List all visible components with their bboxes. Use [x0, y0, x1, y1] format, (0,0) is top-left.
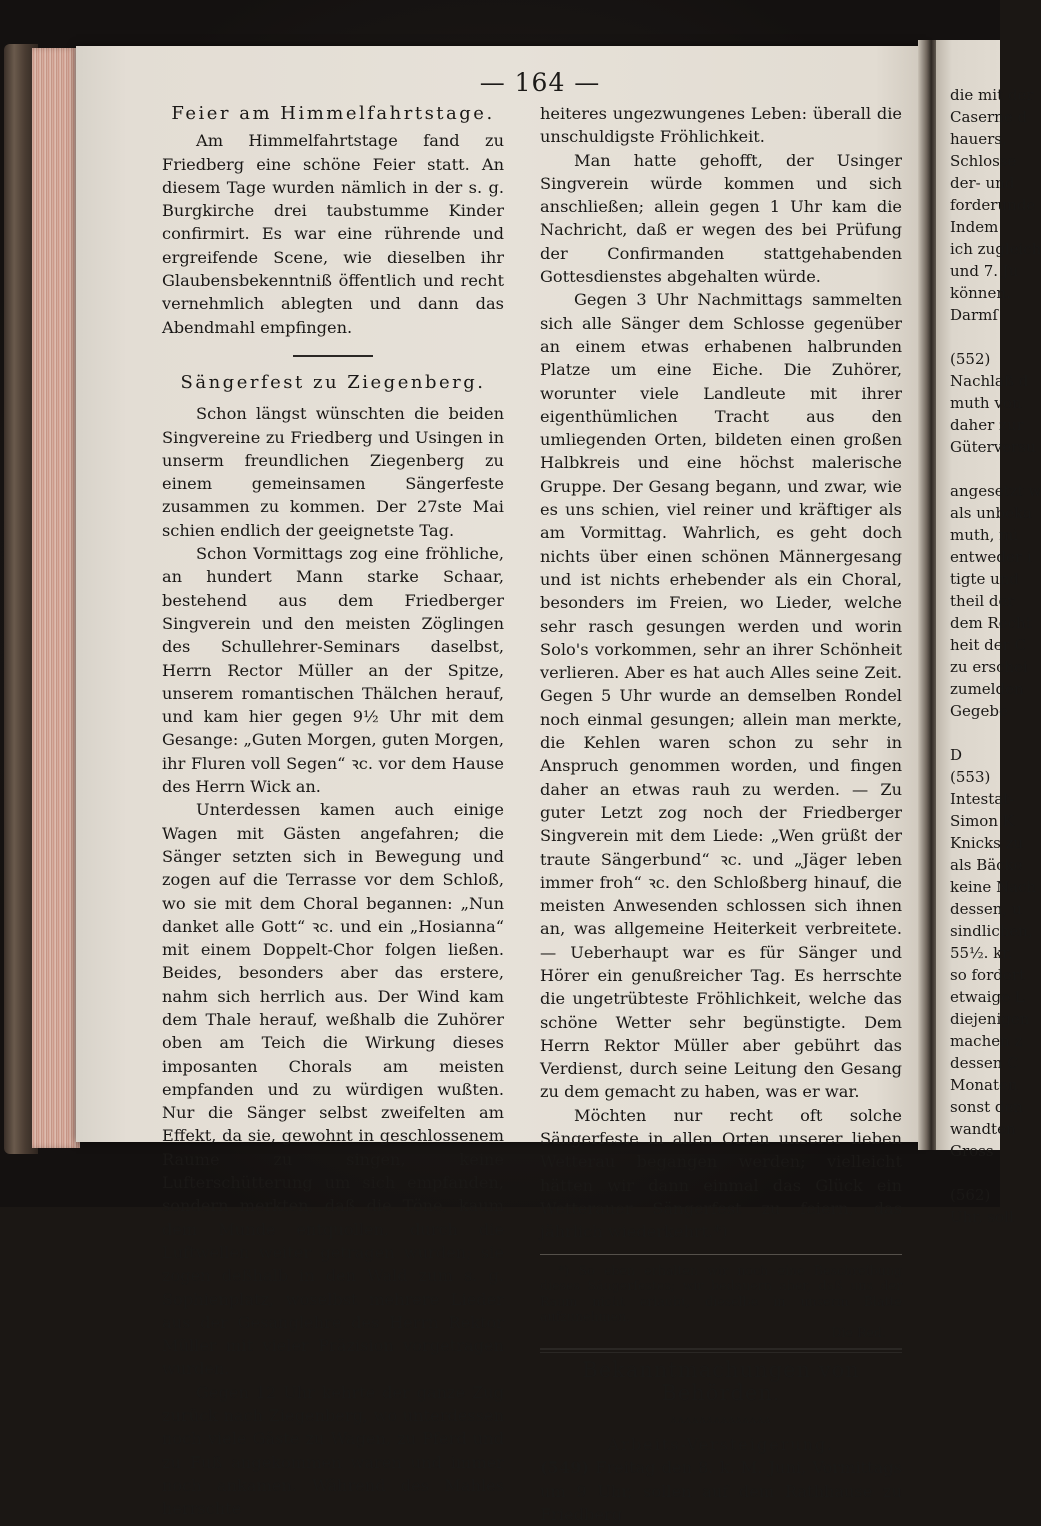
paragraph: Am Himmelfahrtstage fand zu Friedberg eine schöne Feier statt. An diesem Tage wurden nämlich in der s. g. Burgkirche drei taubstumme Kinder confirmirt. Es war eine rührende und ergreifende Scene, wie dieselben ihr Glaubensbekenntniß öffentlich und recht vernehmlich ablegten und dann das Abendmahl empfingen.	[162, 131, 504, 337]
paragraph: Man hatte gehofft, der Usinger Singverein würde kommen und sich anschließen; allein gegen 1 Uhr kam die Nachricht, daß er wegen des bei Prüfung der Confirmanden stattgehabenden Gottesdienstes abgehalten würde.	[540, 150, 902, 287]
footnote-signature: Die Red.	[831, 1324, 886, 1340]
facing-page-line: (553)	[950, 768, 991, 786]
page-number: — 164 —	[479, 68, 601, 97]
facing-page-line: Caserne d	[950, 108, 1028, 126]
paragraph: Gegen 12 Uhr kehrte der ganze Zug zurück nach Ziegenberg, wo unterdessen noch viele Gäste zu Wagen, zu Pferd und zu Fuß angekommen waren und immer noch ankamen. Während des Mahles herrschte	[162, 1382, 504, 1519]
facing-page-line	[950, 326, 1030, 348]
ornament-zigzag: ʌʌʌʌʌʌʌʌʌʌʌʌʌʌ	[670, 1412, 772, 1426]
facing-page-line: entweder i	[950, 548, 1032, 566]
facing-page-line	[950, 1162, 1030, 1184]
facing-page-line: keine Nach	[950, 878, 1037, 896]
facing-page-line: tigte und	[950, 570, 1020, 588]
facing-page-line: Nachlaß d	[950, 372, 1029, 390]
facing-page-line: 55½. kr.	[950, 944, 1013, 962]
facing-page-line: muth von	[950, 394, 1022, 412]
facing-page-line: theil der	[950, 592, 1015, 610]
facing-page-line: zu erschei	[950, 658, 1028, 676]
notice-text: Freitag den 8. k. M. Juni, Vormittags um 9 Uhr, sollen auf dem Rathhause zu Friedberg	[540, 1458, 902, 1524]
paragraph: Unterdessen kamen auch einige Wagen mit Gästen angefahren; die Sänger setzten sich in Bewegung und zogen auf die Terrasse vor dem Schloß, wo sie mit dem Choral begannen: „Nun danket alle Gott“ ꝛc. und ein „Hosianna“ mit einem Doppelt-Chor folgen ließen. Beides, besonders aber das erstere, nahm sich herrlich aus. Der Wind kam dem Thale herauf, weßhalb die Zuhörer oben am Teich die Wirkung dieses imposanten Chorals am meisten empfanden und zu würdigen wußten. Nur die Sänger selbst zweifelten am Effekt, da sie, gewohnt in geschlossenem Raume zu singen, keine Lufterschütterung um sich empfanden, sondern merkten, daß die Töne, kaum dem Munde entquollen, durch die Luftwellen weiter getragen wurden; sie zogen deßhalb in den Wald zum s. g. Sophienplatz, woselbst mehrere Lieder aus der Gesanglehre des Herrn Rektor Müller mit vieler Präzision vorgetragen wurden.	[162, 800, 504, 1379]
facing-page-line: heit der C	[950, 636, 1027, 654]
facing-page-line	[950, 458, 1030, 480]
paragraph: Schon längst wünschten die beiden Singvereine zu Friedberg und Usingen in unserm freundlichen Ziegenberg zu einem gemeinsamen Sängerfeste zusammen zu kommen. Der 27ste Mai schien endlich der geeignetste Tag.	[162, 404, 504, 540]
section-divider	[293, 355, 373, 357]
facing-page-line: ich zugleich	[950, 240, 1041, 258]
facing-page-line: und 7. Ju	[950, 262, 1019, 280]
footnote-text: *) So eben erhalten wir noch eine Beschreibung dieses Sängerfestes; wir bedauern aber, daß uns der Raum nicht erlaubt, dieselbe in unserm Blatte aufzunehmen.	[540, 1262, 902, 1325]
facing-page-line: Intestat-	[950, 790, 1015, 808]
heading-himmelfahrt: Feier am Himmelfahrtstage.	[171, 103, 495, 124]
facing-page-line: forderunde	[950, 196, 1036, 214]
facing-page-line: als Bäcke	[950, 856, 1023, 874]
paragraph: Möchten nur recht oft solche Sängerfeste in allen Orten unserer lieben Wetterau begangen werden; vielleicht hätten wir dann einmal das Glück ein Wetterauer Sängerfest zu feiern, das jährlich wiederkehrt.*)	[540, 1105, 902, 1242]
facing-page-line: (552)	[950, 350, 991, 368]
facing-page-line: Güterversu	[950, 438, 1036, 456]
double-rule-divider	[540, 1348, 902, 1353]
notice-subheading: Arbeits-Versteigerung.	[607, 1434, 835, 1454]
facing-page-line: wandten	[950, 1120, 1016, 1138]
facing-page-line: dem Recht	[950, 614, 1032, 632]
facing-page-line: so fordert	[950, 966, 1025, 984]
facing-page-line: Uhr, soll	[950, 1208, 1014, 1226]
facing-page-line: Indem	[950, 218, 999, 236]
facing-page-line: D	[950, 746, 963, 764]
facing-page-line: Gegebe	[950, 702, 1008, 720]
footnote	[540, 1254, 902, 1341]
facing-page-line: Schlosse	[950, 152, 1017, 170]
right-column	[540, 102, 902, 1526]
facing-page-line: sonst den	[950, 1098, 1024, 1116]
facing-page-line: etwaige L	[950, 988, 1025, 1006]
facing-page-line: sindlichen,	[950, 922, 1033, 940]
notices-heading: Bekanntmachungen von Behörden.	[582, 1358, 860, 1406]
facing-page-line: daher zur	[950, 416, 1024, 434]
facing-page-line: als unbeka	[950, 504, 1033, 522]
paragraph: Schon Vormittags zog eine fröhliche, an hundert Mann starke Schaar, bestehend aus dem Friedberger Singverein und den meisten Zöglingen des Schullehrer-Seminars daselbst, Herrn Rector Müller an der Spitze, unserem romantischen Thälchen herauf, und kam hier gegen 9½ Uhr mit dem Gesange: „Guten Morgen, guten Morgen, ihr Fluren voll Segen“ ꝛc. vor dem Hause des Herrn Wick an.	[162, 544, 504, 797]
facing-page-line: muth, mi	[950, 526, 1019, 544]
facing-page-line: können.	[950, 284, 1011, 302]
left-column	[162, 102, 504, 1521]
facing-page-line: (562)	[950, 1186, 991, 1204]
notice-paragraph	[540, 1456, 902, 1526]
facing-page-line	[950, 722, 1030, 744]
facing-page-line: hauers,	[950, 130, 1007, 148]
facing-page-line: Gross	[950, 1142, 994, 1160]
heading-saengerfest: Sängerfest zu Ziegenberg.	[180, 371, 486, 393]
facing-page-line: machen z	[950, 1032, 1023, 1050]
facing-page-cropped	[936, 40, 1041, 1226]
facing-page-line: angesetzt w	[950, 482, 1041, 500]
facing-page-line: diejenigen	[950, 1010, 1030, 1028]
page-stack-edge	[32, 48, 80, 1148]
paragraph: heiteres ungezwungenes Leben: überall die unschuldigste Fröhlichkeit.	[540, 104, 902, 147]
facing-page-line: dessen C	[950, 1054, 1019, 1072]
notice-number: (549)	[540, 1458, 590, 1478]
facing-page-line: zumelden	[950, 680, 1024, 698]
facing-page-line: der- und	[950, 174, 1015, 192]
facing-page-line: dessen, u	[950, 900, 1022, 918]
facing-page-text	[950, 84, 1041, 1228]
facing-page-line: Monaten	[950, 1076, 1018, 1094]
facing-page-line: Simon K	[950, 812, 1014, 830]
facing-page-line: Darmſ	[950, 306, 998, 324]
paragraph: Gegen 3 Uhr Nachmittags sammelten sich alle Sänger dem Schlosse gegenüber an einem etwas erhabenen halbrunden Platze um eine Eiche. Die Zuhörer, worunter viele Landleute mit ihrer eigenthümlichen Tracht aus den umliegenden Orten, bildeten einen großen Halbkreis und eine höchst malerische Gruppe. Der Gesang begann, und zwar, wie es uns schien, viel reiner und kräftiger als am Vormittag. Wahrlich, es geht doch nichts über einen schönen Männergesang und ist nichts erhebender als ein Choral, besonders im Freien, wo Lieder, welche sehr rasch gesungen werden und worin Solo's vorkommen, sehr an ihrer Schönheit verlieren. Aber es hat auch Alles seine Zeit. Gegen 5 Uhr wurde an demselben Rondel noch einmal gesungen; allein man merkte, die Kehlen waren schon zu sehr in Anspruch genommen worden, und fingen daher an etwas rauh zu werden. — Zu guter Letzt zog noch der Friedberger Singverein mit dem Liede: „Wen grüßt der traute Sängerbund“ ꝛc. und „Jäger leben immer froh“ ꝛc. den Schloßberg hinauf, die meisten Anwesenden schlossen sich ihnen an, was allgemeine Heiterkeit verbreitete. — Ueberhaupt war es für Sänger und Hörer ein genußreicher Tag. Es herrschte die ungetrübteste Fröhlichkeit, welche das schöne Wetter sehr begünstigte. Dem Herrn Rektor Müller aber gebührt das Verdienst, durch seine Leitung den Gesang zu dem gemacht zu haben, was er war.	[540, 290, 902, 1102]
facing-page-line: Knicks zu	[950, 834, 1024, 852]
facing-page-line: die mit der	[950, 86, 1034, 104]
